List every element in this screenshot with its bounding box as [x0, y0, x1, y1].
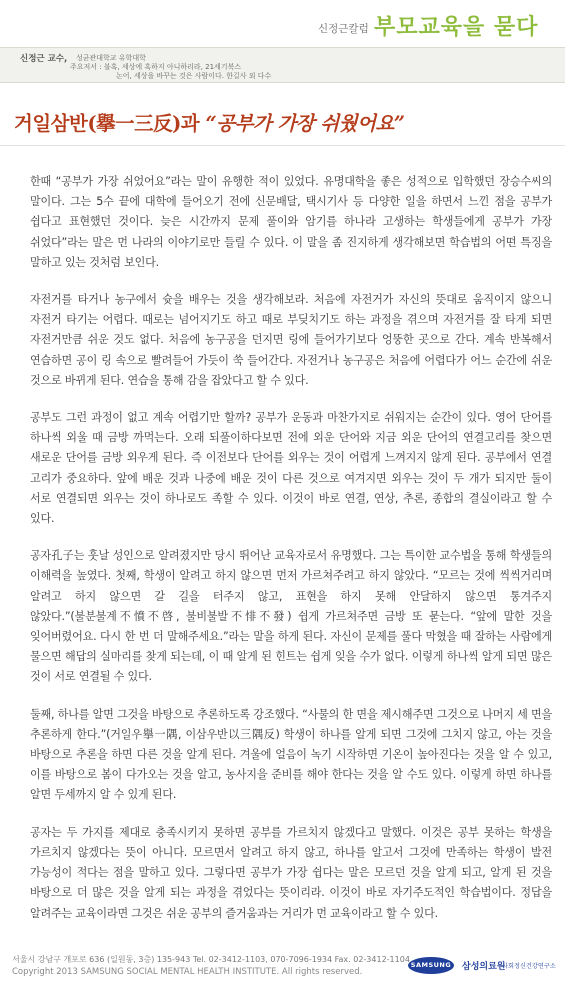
article-title: [14, 108, 554, 136]
paragraph: 둘째, 하나를 알면 그것을 바탕으로 추론하도록 강조했다. “사물의 한 면을 제시해주면 그것으로 나머지 세 면을 추론하게 한다.”(거일우擧一隅, 이삼우반以三隅反) 학생이 하나를 알게 되면 그것에 그치지 않고, 아는 것을 바탕으로 추론을 하면 다른 것을 알게 된다. 겨울에 얼음이 녹기 시작하면 기온이 높아진다는 것을 알 수 있고, 이를 바탕으로 봄이 다가오는 것을 알고, 농사지을 준비를 해야 한다는 것을 알 수도 있다. 이렇게 하면 하나를 알면 두세까지 알 수 있게 된다.: [30, 707, 552, 802]
footer-copyright: Copyright 2013 SAMSUNG SOCIAL MENTAL HEALTH INSTITUTE. All rights reserved.: [12, 967, 363, 977]
paragraph: 공자孔子는 훗날 성인으로 알려졌지만 당시 뛰어난 교육자로서 유명했다. 그는 특이한 교수법을 통해 학생들의 이해력을 높였다. 첫째, 학생이 알려고 하지 않으면 먼저 가르쳐주려고 하지 않았다. “모르는 것에 씩씩거리며 알려고 하지 않으면 갈 길을 터주지 않고, 표현을 하지 못해 안달하지 않으면 통겨주지 않았다.”(불분불계不憤不啓, 불비불발不悱不發) 쉽게 가르쳐주면 금방 또 묻는다. “앞에 말한 것을 잊어버렸어요. 다시 한 번 더 말해주세요.”라는 말을 하게 된다. 자신이 문제를 풀다 막혔을 때 잘하는 사람에게 물으면 해답의 실마리를 찾게 되는데, 이 때 알게 된 힌트는 쉽게 잊을 수가 없다. 이렇게 하나씩 알게 되면 많은 것이 서로 연결될 수 있다.: [30, 549, 552, 684]
paragraph: 자전거를 타거나 농구에서 슛을 배우는 것을 생각해보라. 처음에 자전거가 자신의 뜻대로 움직이지 않으니 자전거 타기는 어렵다. 때로는 넘어지기도 하고 때로 부딪치기도 하는 과정을 겪으며 자전거를 잘 타게 되면 자전거만큼 쉬운 것도 없다. 처음에 농구공을 던지면 링에 들어가기보다 엉뚱한 곳으로 간다. 계속 반복해서 연습하면 공이 링 속으로 빨려들어 가듯이 쑥 들어간다. 자전거나 농구공은 처음에 어렵다가 어느 순간에 쉬운 것으로 바뀌게 된다. 연습을 통해 감을 잡았다고 할 수 있다.: [30, 293, 552, 387]
hospital-logo-text: 삼성의료원: [462, 962, 506, 972]
page-footer: [0, 950, 565, 1000]
series-title: 부모교육을 묻다: [374, 15, 539, 40]
author-info-bar: [0, 47, 565, 83]
page-header: [0, 0, 565, 46]
column-label: 신정근칼럼: [318, 23, 369, 35]
author-books: 주요저서 : 불혹, 세상에 혹하지 아니하리라, 21세기북스: [70, 63, 242, 71]
article-title-main: 거일삼반(擧一三反)과: [14, 112, 206, 135]
author-books-continued: 논어, 세상을 바꾸는 것은 사람이다. 한길사 외 다수: [116, 72, 272, 80]
paragraph: 공부도 그런 과정이 없고 계속 어렵기만 할까? 공부가 운동과 마찬가지로 쉬워지는 순간이 있다. 영어 단어를 하나씩 외울 때 금방 까먹는다. 오래 되풀이하다보면 전에 외운 단어와 지금 외운 단어의 연결고리를 찾으면 새로운 단어를 금방 외우게 된다. 즉 이전보다 단어를 외우는 것이 어렵게 느껴지지 않게 된다. 공부에서 연결 고리가 중요하다. 앞에 배운 것과 나중에 배운 것이 다른 것으로 여겨지면 외우는 것이 두 개가 되지만 둘이 서로 연결되면 외우는 것이 하나로도 족할 수 있다. 이것이 바로 연결, 연상, 추론, 종합의 결실이라고 할 수 있다.: [30, 411, 552, 526]
institute-logo-text: 사회정신건강연구소: [502, 963, 556, 970]
footer-address: 서울시 강남구 개포로 636 (일원동, 3층) 135-943 Tel. 02-3412-1103, 070-7096-1934 Fax. 02-3412-1104: [12, 955, 410, 964]
author-name: 신정근 교수,: [20, 54, 68, 64]
title-divider: [0, 145, 565, 146]
article-body: [30, 172, 552, 941]
article-title-quote: “공부가 가장 쉬웠어요”: [205, 112, 405, 135]
samsung-logo: SAMSUNG: [408, 957, 454, 974]
paragraph: 공자는 두 가지를 제대로 충족시키지 못하면 공부를 가르치지 않겠다고 말했다. 이것은 공부 못하는 학생을 가르치지 않겠다는 뜻이 아니다. 모르면서 알려고 하지 않고, 하나를 알고서 그것에 만족하는 학생이 발전 가능성이 적다는 점을 말하고 있다. 그렇다면 공부가 가장 쉽다는 말은 모르던 것을 알게 되고, 알게 된 것을 바탕으로 더 많은 것을 알게 되는 과정을 겪었다는 뜻이리라. 이것이 바로 자기주도적인 학습법이다. 정답을 알려주는 교육이라면 그것은 쉬운 공부의 즐거움과는 거리가 먼 교육이라고 할 수 있다.: [30, 825, 552, 920]
author-affiliation: 성균관대학교 유학대학: [76, 54, 146, 62]
paragraph: 한때 “공부가 가장 쉬었어요”라는 말이 유행한 적이 있었다. 유명대학을 좋은 성적으로 입학했던 장승수씨의 말이다. 그는 5수 끝에 대학에 들어오기 전에 신문배달, 택시기사 등 다양한 일을 하면서 느낀 점을 공부가 쉽다고 표현했던 것이다. 늦은 시간까지 문제 풀이와 암기를 하나라 고생하는 학생들에게 공부가 가장 쉬었다”라는 말은 먼 나라의 이야기로만 들릴 수 있다. 이 말을 좀 진지하게 생각해보면 학습법의 어떤 특징을 말하고 있는 것처럼 보인다.: [30, 175, 552, 269]
